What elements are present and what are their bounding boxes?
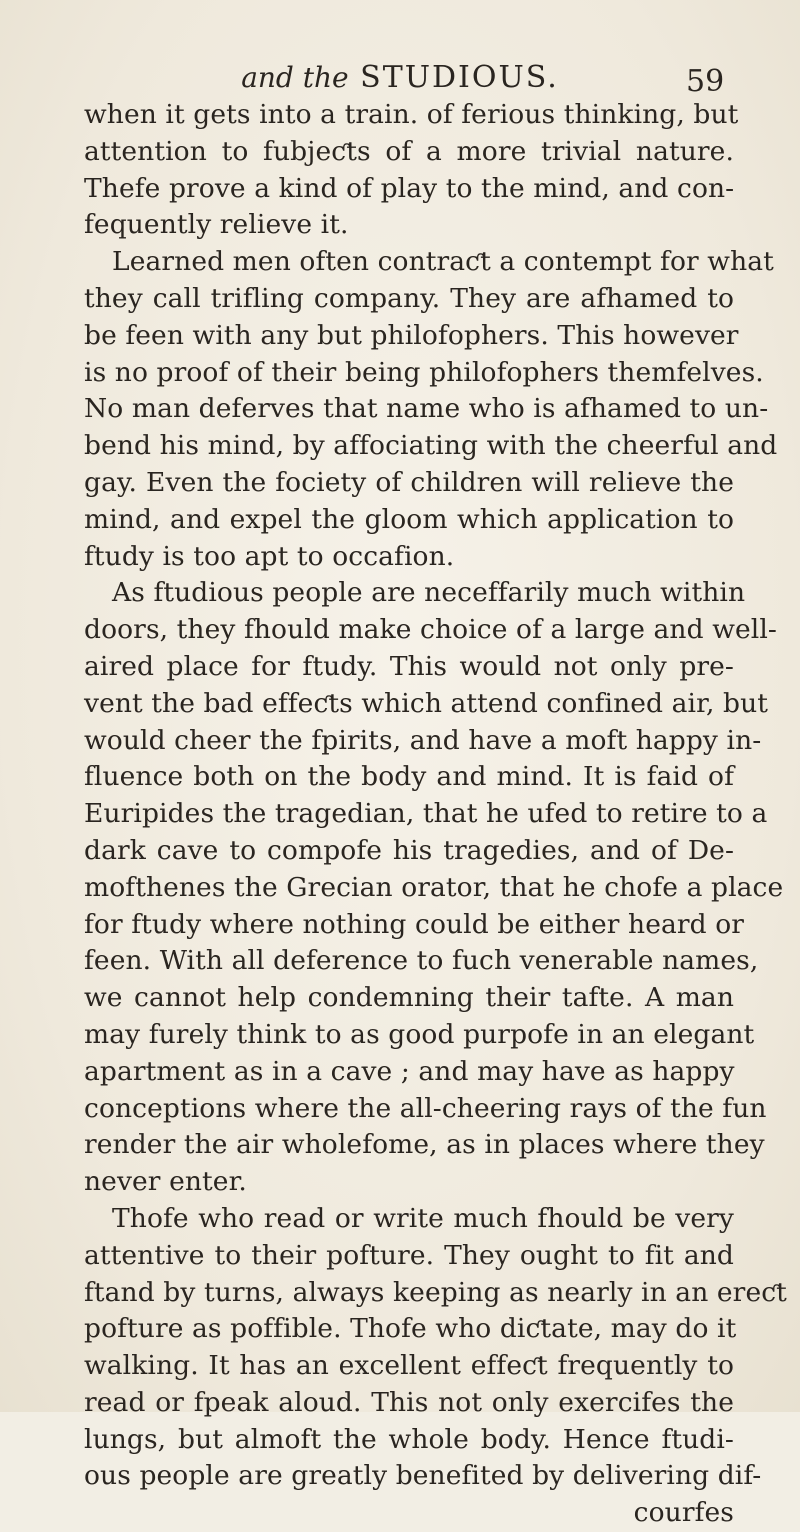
text-line: pofture as poffible. Thofe who diƈtate, may do it [84,1313,737,1345]
text-line: apartment as in a cave ; and may have as happy [84,1055,735,1087]
text-line: vent the bad effeƈts which attend confined air, but [84,687,768,719]
text-line: be feen with any but philofophers. This however [84,319,739,351]
text-line: never enter. [84,1166,247,1198]
body-text [84,97,787,1532]
text-line: attentive to their pofture. They ought to fit and [84,1239,734,1271]
text-line: mofthenes the Grecian orator, that he chofe a place [84,871,784,903]
text-line: fluence both on the body and mind. It is faid of [84,761,734,793]
text-line: is no proof of their being philofophers themfelves. [84,356,764,388]
text-line: As ftudious people are neceffarily much within [112,577,746,609]
text-line: ftand by turns, always keeping as nearly in an ereƈt [84,1276,787,1308]
text-line: doors, they fhould make choice of a large and well- [84,614,777,646]
running-head-title: STUDIOUS. [360,60,559,95]
text-line: ous people are greatly benefited by delivering dif- [84,1460,762,1492]
text-line: feen. With all deference to fuch venerable names, [84,945,759,977]
text-line: mind, and expel the gloom which application to [84,503,734,535]
text-line: dark cave to compofe his tragedies, and of De- [84,834,734,866]
text-line: Thefe prove a kind of play to the mind, and con- [84,172,735,204]
page-number: 59 [686,64,725,99]
running-head-italic: and the [241,61,349,94]
text-line: when it gets into a train. of ferious thinking, but [84,99,739,130]
text-line: for ftudy where nothing could be either heard or [84,908,745,940]
text-line: ftudy is too apt to occafion. [84,540,455,572]
running-head [0,60,800,95]
text-line: lungs, but almoft the whole body. Hence ftudi- [84,1423,734,1455]
text-line: render the air wholefome, as in places where they [84,1129,765,1161]
page-header [0,58,800,102]
text-line: aired place for ftudy. This would not only pre- [84,650,734,682]
text-line: read or fpeak aloud. This not only exercifes the [84,1386,734,1418]
text-line: gay. Even the fociety of children will relieve the [84,466,734,498]
text-line: we cannot help condemning their tafte. A man [84,982,734,1014]
text-line: they call trifling company. They are afhamed to [84,282,734,314]
text-line: bend his mind, by affociating with the cheerful and [84,430,778,462]
text-line: attention to fubjeƈts of a more trivial nature. [84,135,734,167]
text-line: Learned men often contraƈt a contempt for what [112,246,774,278]
text-line: may furely think to as good purpofe in an elegant [84,1018,755,1050]
text-line: fequently relieve it. [84,209,349,241]
text-line: walking. It has an excellent effeƈt frequently to [84,1350,734,1382]
text-line: courfes [633,1497,734,1529]
text-line: No man deferves that name who is afhamed to un- [84,393,769,425]
text-line: conceptions where the all-cheering rays of the fun [84,1092,767,1124]
text-line: Euripides the tragedian, that he ufed to retire to a [84,798,768,830]
text-line: would cheer the fpirits, and have a moft happy in- [84,724,762,756]
text-line: Thofe who read or write much fhould be very [112,1202,734,1234]
